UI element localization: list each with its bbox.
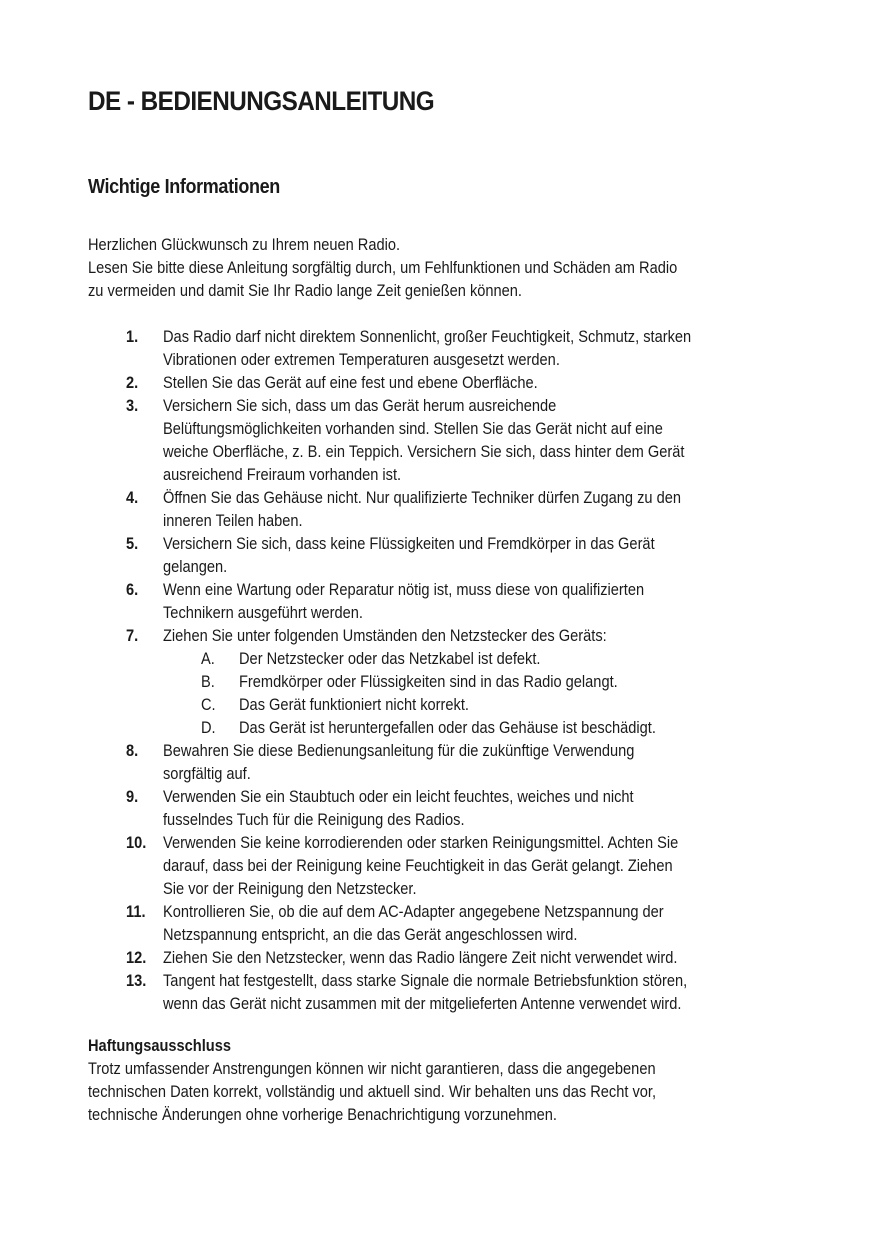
sublist bbox=[163, 647, 788, 739]
item-text: Versichern Sie sich, dass um das Gerät herum ausreichende bbox=[163, 396, 557, 415]
item-text: sorgfältig auf. bbox=[163, 764, 251, 783]
sublist-letter: D. bbox=[201, 718, 216, 737]
disclaimer-line: technischen Daten korrekt, vollständig und aktuell sind. Wir behalten uns das Recht vor, bbox=[88, 1082, 657, 1101]
list-item bbox=[88, 785, 788, 831]
list-item bbox=[88, 371, 788, 394]
item-text: Belüftungsmöglichkeiten vorhanden sind. Stellen Sie das Gerät nicht auf eine bbox=[163, 419, 663, 438]
item-text: Vibrationen oder extremen Temperaturen ausgesetzt werden. bbox=[163, 350, 560, 369]
item-number: 10. bbox=[126, 833, 147, 852]
item-number: 13. bbox=[126, 971, 147, 990]
list-item bbox=[88, 900, 788, 946]
item-number: 5. bbox=[126, 534, 139, 553]
item-number: 4. bbox=[126, 488, 139, 507]
sublist-text: Der Netzstecker oder das Netzkabel ist defekt. bbox=[239, 649, 541, 668]
item-number: 7. bbox=[126, 626, 139, 645]
list-item bbox=[88, 624, 788, 739]
item-text: Ziehen Sie unter folgenden Umständen den Netzstecker des Geräts: bbox=[163, 626, 607, 645]
sublist-text: Das Gerät funktioniert nicht korrekt. bbox=[239, 695, 469, 714]
list-item bbox=[88, 946, 788, 969]
item-text: Das Radio darf nicht direktem Sonnenlicht, großer Feuchtigkeit, Schmutz, starken bbox=[163, 327, 692, 346]
sublist-item bbox=[163, 647, 788, 670]
list-item bbox=[88, 578, 788, 624]
item-text: ausreichend Freiraum vorhanden ist. bbox=[163, 465, 402, 484]
sublist-item bbox=[163, 693, 788, 716]
disclaimer-line: Trotz umfassender Anstrengungen können wir nicht garantieren, dass die angegebenen bbox=[88, 1059, 656, 1078]
item-number: 12. bbox=[126, 948, 147, 967]
item-text: Ziehen Sie den Netzstecker, wenn das Radio längere Zeit nicht verwendet wird. bbox=[163, 948, 678, 967]
item-number: 9. bbox=[126, 787, 139, 806]
item-text: weiche Oberfläche, z. B. ein Teppich. Versichern Sie sich, dass hinter dem Gerät bbox=[163, 442, 685, 461]
intro-line: Herzlichen Glückwunsch zu Ihrem neuen Radio. bbox=[88, 235, 401, 254]
item-number: 8. bbox=[126, 741, 139, 760]
item-text: Versichern Sie sich, dass keine Flüssigkeiten und Fremdkörper in das Gerät bbox=[163, 534, 655, 553]
safety-instructions-list bbox=[88, 325, 788, 1015]
intro-line: zu vermeiden und damit Sie Ihr Radio lange Zeit genießen können. bbox=[88, 281, 522, 300]
item-text: gelangen. bbox=[163, 557, 228, 576]
section-heading: Wichtige Informationen bbox=[88, 176, 280, 198]
intro-line: Lesen Sie bitte diese Anleitung sorgfältig durch, um Fehlfunktionen und Schäden am Radio bbox=[88, 258, 678, 277]
item-text: inneren Teilen haben. bbox=[163, 511, 303, 530]
item-text: darauf, dass bei der Reinigung keine Feuchtigkeit in das Gerät gelangt. Ziehen bbox=[163, 856, 673, 875]
item-text: Verwenden Sie ein Staubtuch oder ein leicht feuchtes, weiches und nicht bbox=[163, 787, 634, 806]
disclaimer-paragraph bbox=[88, 1057, 788, 1126]
list-item bbox=[88, 532, 788, 578]
sublist-letter: B. bbox=[201, 672, 215, 691]
item-text: Bewahren Sie diese Bedienungsanleitung für die zukünftige Verwendung bbox=[163, 741, 635, 760]
sublist-text: Fremdkörper oder Flüssigkeiten sind in das Radio gelangt. bbox=[239, 672, 618, 691]
item-text: wenn das Gerät nicht zusammen mit der mitgelieferten Antenne verwendet wird. bbox=[163, 994, 682, 1013]
item-text: Netzspannung entspricht, an die das Gerät angeschlossen wird. bbox=[163, 925, 578, 944]
item-number: 11. bbox=[126, 902, 146, 921]
item-number: 2. bbox=[126, 373, 139, 392]
item-number: 1. bbox=[126, 327, 139, 346]
intro-paragraph bbox=[88, 233, 788, 302]
item-text: Wenn eine Wartung oder Reparatur nötig ist, muss diese von qualifizierten bbox=[163, 580, 645, 599]
sublist-item bbox=[163, 716, 788, 739]
sublist-letter: A. bbox=[201, 649, 215, 668]
item-text: fusselndes Tuch für die Reinigung des Radios. bbox=[163, 810, 465, 829]
sublist-letter: C. bbox=[201, 695, 216, 714]
item-text: Öffnen Sie das Gehäuse nicht. Nur qualifizierte Techniker dürfen Zugang zu den bbox=[163, 488, 681, 507]
list-item bbox=[88, 486, 788, 532]
item-text: Technikern ausgeführt werden. bbox=[163, 603, 363, 622]
item-text: Stellen Sie das Gerät auf eine fest und ebene Oberfläche. bbox=[163, 373, 538, 392]
list-item bbox=[88, 325, 788, 371]
disclaimer-heading: Haftungsausschluss bbox=[88, 1036, 231, 1055]
item-number: 3. bbox=[126, 396, 139, 415]
page-title: DE - BEDIENUNGSANLEITUNG bbox=[88, 86, 435, 116]
disclaimer-line: technische Änderungen ohne vorherige Benachrichtigung vorzunehmen. bbox=[88, 1105, 557, 1124]
list-item bbox=[88, 739, 788, 785]
item-text: Verwenden Sie keine korrodierenden oder starken Reinigungsmittel. Achten Sie bbox=[163, 833, 679, 852]
list-item bbox=[88, 394, 788, 486]
sublist-text: Das Gerät ist heruntergefallen oder das Gehäuse ist beschädigt. bbox=[239, 718, 656, 737]
item-number: 6. bbox=[126, 580, 139, 599]
item-text: Kontrollieren Sie, ob die auf dem AC-Adapter angegebene Netzspannung der bbox=[163, 902, 664, 921]
sublist-item bbox=[163, 670, 788, 693]
item-text: Sie vor der Reinigung den Netzstecker. bbox=[163, 879, 417, 898]
list-item bbox=[88, 969, 788, 1015]
list-item bbox=[88, 831, 788, 900]
item-text: Tangent hat festgestellt, dass starke Signale die normale Betriebsfunktion stören, bbox=[163, 971, 688, 990]
